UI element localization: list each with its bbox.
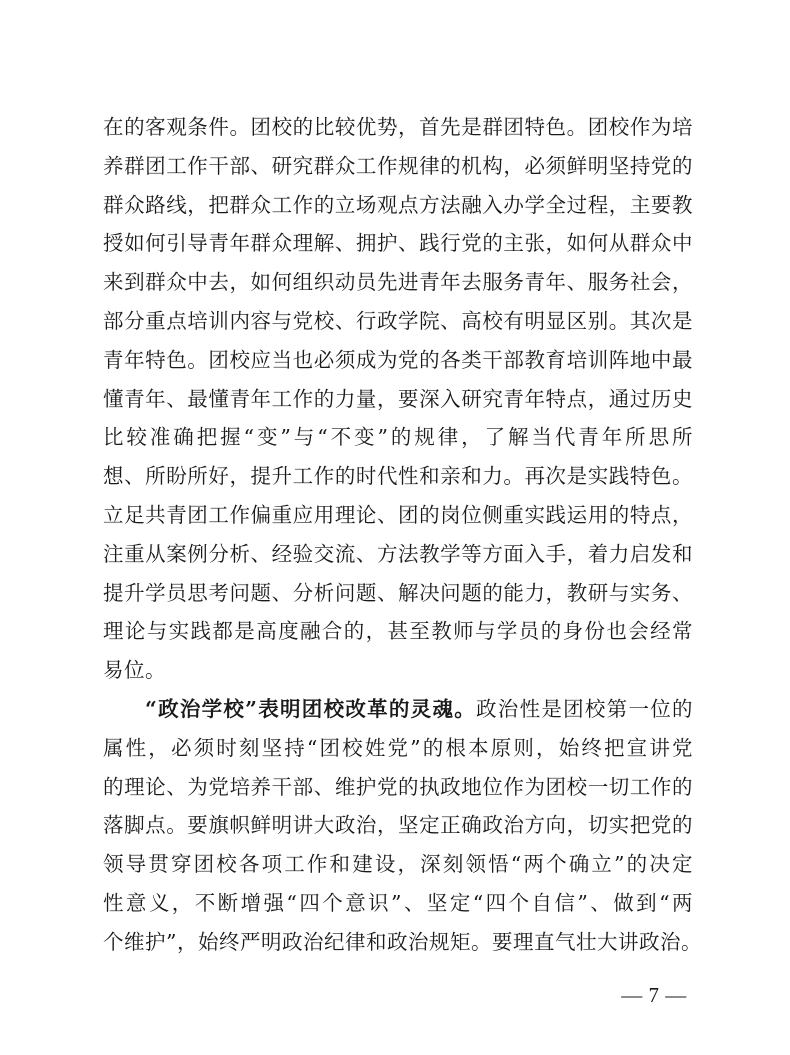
- text-line: 想、所盼所好，提升工作的时代性和亲和力。再次是实践特色。: [103, 464, 693, 489]
- paragraph-2-first-line: [103, 690, 693, 729]
- text-line: 青年特色。团校应当也必须成为党的各类干部教育培训阵地中最: [103, 347, 693, 372]
- text-line: 注重从案例分析、经验交流、方法教学等方面入手，着力启发和: [103, 541, 693, 566]
- text-line: 部分重点培训内容与党校、行政学院、高校有明显区别。其次是: [103, 308, 693, 333]
- text-line: 在的客观条件。团校的比较优势，首先是群团特色。团校作为培: [103, 115, 693, 139]
- text-line: 授如何引导青年群众理解、拥护、践行党的主张，如何从群众中: [103, 231, 693, 256]
- paragraph-2: [103, 690, 702, 962]
- section-heading: “政治学校”表明团校改革的灵魂。: [145, 696, 477, 721]
- document-body: [103, 108, 702, 962]
- text-line: 领导贯穿团校各项工作和建设，深刻领悟“两个确立”的决定: [103, 852, 693, 877]
- text-line: 落脚点。要旗帜鲜明讲大政治，坚定正确政治方向，切实把党的: [103, 813, 693, 838]
- text-line: 比较准确把握“变”与“不变”的规律，了解当代青年所思所: [103, 425, 693, 450]
- text-line: 属性，必须时刻坚持“团校姓党”的根本原则，始终把宣讲党: [103, 735, 693, 760]
- text-span: 政治性是团校第一位的: [476, 696, 694, 721]
- text-line: 性意义，不断增强“四个意识”、坚定“四个自信”、做到“两: [103, 890, 693, 915]
- text-line: 理论与实践都是高度融合的，甚至教师与学员的身份也会经常: [103, 619, 693, 644]
- text-line: 养群团工作干部、研究群众工作规律的机构，必须鲜明坚持党的: [103, 153, 693, 178]
- text-line: 来到群众中去，如何组织动员先进青年去服务青年、服务社会，: [103, 270, 693, 295]
- paragraph-1: [103, 108, 693, 690]
- text-line: 易位。: [103, 658, 166, 683]
- text-line: 提升学员思考问题、分析问题、解决问题的能力，教研与实务、: [103, 580, 693, 605]
- page-number: — 7 —: [621, 983, 687, 1007]
- text-line: 的理论、为党培养干部、维护党的执政地位作为团校一切工作的: [103, 774, 693, 799]
- text-line: 立足共青团工作偏重应用理论、团的岗位侧重实践运用的特点，: [103, 502, 693, 527]
- text-line: 个维护”，始终严明政治纪律和政治规矩。要理直气壮大讲政治。: [103, 929, 702, 954]
- text-line: 群众路线，把群众工作的立场观点方法融入办学全过程，主要教: [103, 192, 693, 217]
- text-line: 懂青年、最懂青年工作的力量，要深入研究青年特点，通过历史: [103, 386, 693, 411]
